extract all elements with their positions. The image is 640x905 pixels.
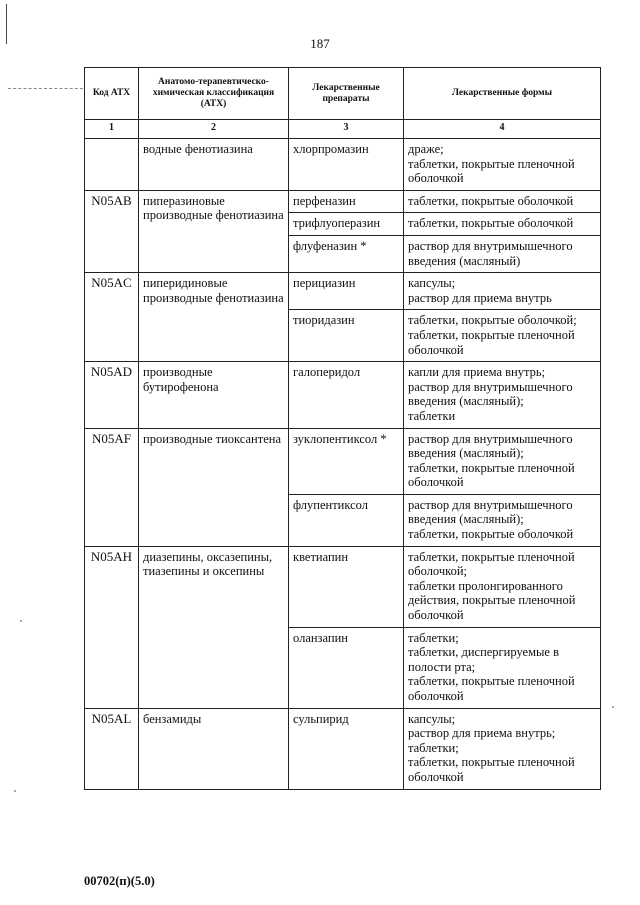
forms-cell: раствор для внутримышечного введения (масляный); таблетки, покрытые пленочной оболочкой <box>404 428 601 494</box>
column-number-row <box>85 120 601 139</box>
drug-cell: хлорпромазин <box>289 139 404 191</box>
scan-speck <box>20 620 22 622</box>
classification-cell: пиперидиновые производные фенотиазина <box>139 273 289 362</box>
forms-cell: таблетки, покрытые оболочкой; таблетки, покрытые пленочной оболочкой <box>404 310 601 362</box>
header-drugs: Лекарственные препараты <box>289 68 404 120</box>
forms-cell: таблетки; таблетки, диспергируемые в полости рта; таблетки, покрытые пленочной оболочкой <box>404 627 601 708</box>
table-row <box>85 273 601 310</box>
forms-cell: таблетки, покрытые пленочной оболочкой; таблетки пролонгированного действия, покрытые пленочной оболочкой <box>404 546 601 627</box>
table-row <box>85 362 601 428</box>
drug-cell: зуклопентиксол * <box>289 428 404 494</box>
forms-cell: раствор для внутримышечного введения (масляный); таблетки, покрытые оболочкой <box>404 494 601 546</box>
drug-cell: тиоридазин <box>289 310 404 362</box>
atx-code-cell: N05AB <box>85 190 139 272</box>
classification-cell: диазепины, оксазепины, тиазепины и оксепины <box>139 546 289 708</box>
forms-cell: капсулы; раствор для приема внутрь; таблетки; таблетки, покрытые пленочной оболочкой <box>404 708 601 789</box>
drug-cell: трифлуоперазин <box>289 213 404 236</box>
header-code: Код АТХ <box>85 68 139 120</box>
classification-cell: водные фенотиазина <box>139 139 289 191</box>
table-row <box>85 708 601 789</box>
forms-cell: таблетки, покрытые оболочкой <box>404 190 601 213</box>
drug-cell: перфеназин <box>289 190 404 213</box>
column-number: 1 <box>85 120 139 139</box>
atx-code-cell <box>85 139 139 191</box>
atx-code-cell: N05AC <box>85 273 139 362</box>
table-header-row <box>85 68 601 120</box>
table-row <box>85 190 601 213</box>
scan-dash-line <box>8 88 83 89</box>
table-row <box>85 546 601 627</box>
document-code-footer: 00702(п)(5.0) <box>84 874 155 888</box>
atx-code-cell: N05AD <box>85 362 139 428</box>
forms-cell: капсулы; раствор для приема внутрь <box>404 273 601 310</box>
page-number: 187 <box>310 36 330 51</box>
drug-cell: оланзапин <box>289 627 404 708</box>
column-number: 3 <box>289 120 404 139</box>
forms-cell: драже; таблетки, покрытые пленочной оболочкой <box>404 139 601 191</box>
table-row <box>85 428 601 494</box>
drug-cell: флупентиксол <box>289 494 404 546</box>
scan-speck <box>14 790 16 792</box>
classification-cell: производные тиоксантена <box>139 428 289 546</box>
drug-cell: кветиапин <box>289 546 404 627</box>
drug-cell: галоперидол <box>289 362 404 428</box>
drug-cell: сульпирид <box>289 708 404 789</box>
drug-cell: перициазин <box>289 273 404 310</box>
scan-speck <box>612 706 614 708</box>
column-number: 4 <box>404 120 601 139</box>
header-classification: Анатомо-терапевтическо-химическая классификация (АТХ) <box>139 68 289 120</box>
column-number: 2 <box>139 120 289 139</box>
classification-cell: пиперазиновые производные фенотиазина <box>139 190 289 272</box>
drug-cell: флуфеназин * <box>289 235 404 272</box>
header-forms: Лекарственные формы <box>404 68 601 120</box>
atx-code-cell: N05AF <box>85 428 139 546</box>
atx-code-cell: N05AL <box>85 708 139 789</box>
classification-cell: производные бутирофенона <box>139 362 289 428</box>
atx-table <box>84 67 601 790</box>
forms-cell: капли для приема внутрь; раствор для внутримышечного введения (масляный); таблетки <box>404 362 601 428</box>
table-row <box>85 139 601 191</box>
atx-code-cell: N05AH <box>85 546 139 708</box>
forms-cell: таблетки, покрытые оболочкой <box>404 213 601 236</box>
classification-cell: бензамиды <box>139 708 289 789</box>
forms-cell: раствор для внутримышечного введения (масляный) <box>404 235 601 272</box>
